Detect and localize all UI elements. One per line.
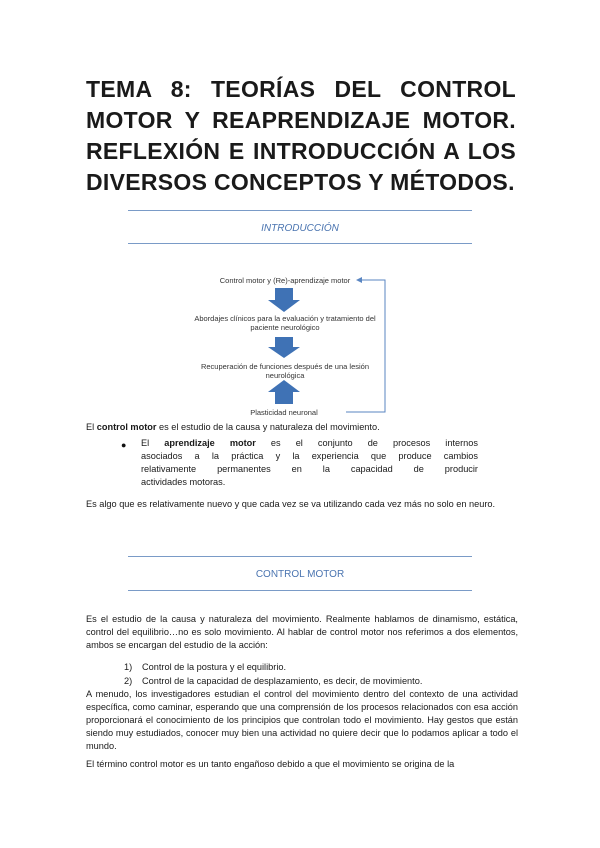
diagram-arrows (180, 268, 390, 423)
feedback-loop-line (346, 280, 385, 412)
bullet-pre: El (141, 438, 165, 448)
control-paragraph-1: Es el estudio de la causa y naturaleza del movimiento. Realmente hablamos de dinamismo, estática, control del equilibrio…no es solo movimiento. Al hablar de control motor nos referimos a dos elementos, ambos se encargan del estudio de la acción: (86, 614, 518, 650)
control-list-item-2 (124, 675, 524, 688)
diagram-box-2-line-1: Abordajes clínicos para la evaluación y tratamiento del (194, 314, 376, 323)
diagram-box-2-line-2: paciente neurológico (250, 323, 320, 332)
down-arrow-1 (268, 288, 300, 312)
intro-paragraph-1 (86, 421, 518, 434)
list-item-1-text: Control de la postura y el equilibrio. (142, 662, 287, 672)
bullet-line-2: asociados a la práctica y la experiencia que produce cambios (141, 451, 478, 461)
diagram-box-4: Plasticidad neuronal (250, 408, 318, 417)
section-rule-bottom-2 (128, 590, 472, 591)
intro-paragraph-2: Es algo que es relativamente nuevo y que cada vez se va utilizando cada vez más no solo en neuro. (86, 499, 496, 509)
diagram-box-1: Control motor y (Re)-aprendizaje motor (219, 276, 351, 285)
bullet-dot: ● (121, 440, 127, 450)
list-item-1-number: 1) (124, 662, 133, 672)
section-heading-intro: INTRODUCCIÓN (261, 223, 339, 234)
control-list-item-1 (124, 661, 524, 674)
bullet-line-4: actividades motoras. (141, 477, 226, 487)
diagram-box-3 (185, 362, 385, 380)
bullet-l1-post: es el conjunto de procesos internos (255, 438, 478, 448)
section-rule-top-2 (128, 556, 472, 557)
title-line-1: TEMA 8: TEORÍAS DEL CONTROL (86, 76, 516, 102)
concept-diagram (180, 268, 390, 423)
section-rule-top (128, 210, 472, 211)
diagram-box-2 (175, 314, 395, 332)
control-paragraph-2: A menudo, los investigadores estudian el control del movimiento dentro del contexto de una actividad específica, como caminar, esperando que una comprensión de los procesos relacionados con esa acción proporcionará el conocimiento de los principios que controlan todo el movimiento. Hay gestos que están siendo muy estudiados, conocer muy bien una actividad no quiere decir que lo podamos aplicar a todo el mundo. (86, 689, 518, 751)
section-heading-control: CONTROL MOTOR (255, 569, 345, 580)
title-line-2: MOTOR Y REAPRENDIZAJE MOTOR. (86, 107, 516, 133)
bullet-item (141, 437, 478, 489)
page-title (86, 74, 516, 198)
list-item-2-text: Control de la capacidad de desplazamiento, es decir, de movimiento. (142, 676, 423, 686)
control-paragraph-3: El término control motor es un tanto engañoso debido a que el movimiento se origina de la (86, 759, 455, 769)
intro-p1-post: es el estudio de la causa y naturaleza del movimiento. (156, 422, 380, 432)
diagram-box-3-line-1: Recuperación de funciones después de una lesión (200, 362, 370, 371)
bullet-line-1 (141, 437, 478, 450)
up-arrow-3 (268, 380, 300, 404)
title-line-3: REFLEXIÓN E INTRODUCCIÓN A LOS (86, 138, 516, 164)
intro-p1-pre: El (86, 422, 97, 432)
diagram-box-3-line-2: neurológica (265, 371, 305, 380)
down-arrow-2 (268, 337, 300, 358)
intro-p1-bold: control motor (96, 422, 157, 432)
bullet-bold: aprendizaje motor (164, 438, 256, 448)
bullet-line-3: relativamente permanentes en la capacidad de producir (141, 464, 478, 474)
title-line-4: DIVERSOS CONCEPTOS Y MÉTODOS. (86, 169, 515, 195)
section-rule-bottom (128, 243, 472, 244)
list-item-2-number: 2) (124, 676, 133, 686)
